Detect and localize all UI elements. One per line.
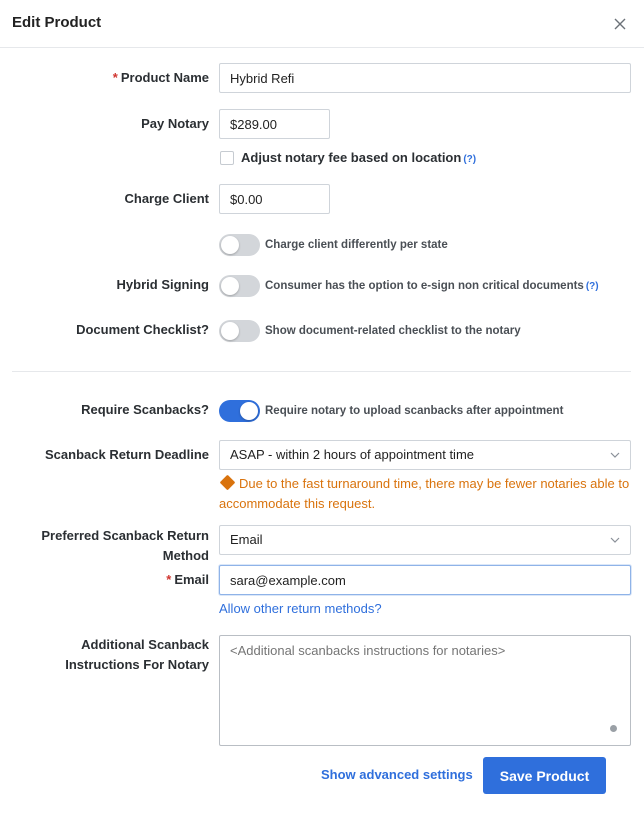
pay-notary-label: Pay Notary	[141, 116, 209, 131]
charge-per-state-text: Charge client differently per state	[265, 239, 448, 251]
save-product-button[interactable]: Save Product	[483, 757, 606, 794]
preferred-method-select[interactable]	[219, 525, 631, 555]
pay-notary-input[interactable]	[219, 109, 330, 139]
help-link[interactable]: (?)	[463, 154, 477, 165]
product-name-label: * Product Name	[112, 70, 209, 85]
hybrid-signing-toggle[interactable]	[219, 275, 260, 297]
charge-client-label: Charge Client	[124, 191, 209, 206]
charge-per-state-toggle[interactable]	[219, 234, 260, 256]
toggle-knob	[221, 277, 239, 295]
adjust-fee-checkbox[interactable]	[220, 151, 234, 165]
section-divider	[12, 371, 631, 372]
document-checklist-text: Show document-related checklist to the notary	[265, 325, 521, 337]
additional-instructions-label: Additional Scanback Instructions For Notary	[65, 637, 209, 672]
warning-diamond-icon	[220, 475, 236, 491]
show-advanced-settings-link[interactable]: Show advanced settings	[321, 767, 473, 782]
selected-value: Email	[230, 532, 263, 547]
product-name-input[interactable]	[219, 63, 631, 93]
selected-value: ASAP - within 2 hours of appointment time	[230, 447, 474, 462]
deadline-warning: Due to the fast turnaround time, there may be fewer notaries able to accommodate this request.	[219, 476, 630, 511]
scanback-deadline-label: Scanback Return Deadline	[45, 447, 209, 462]
require-scanbacks-toggle[interactable]	[219, 400, 260, 422]
email-label: * Email	[166, 572, 209, 587]
chevron-down-icon	[610, 535, 620, 545]
adjust-fee-label: Adjust notary fee based on location (?)	[241, 150, 477, 165]
toggle-knob	[221, 322, 239, 340]
toggle-knob	[240, 402, 258, 420]
email-input[interactable]	[219, 565, 631, 595]
resize-handle[interactable]	[610, 725, 617, 732]
hybrid-signing-text: Consumer has the option to e-sign non critical documents (?)	[265, 280, 599, 292]
chevron-down-icon	[610, 450, 620, 460]
help-link[interactable]: (?)	[585, 281, 599, 292]
require-scanbacks-text: Require notary to upload scanbacks after appointment	[265, 405, 564, 417]
required-mark: *	[166, 572, 172, 587]
required-mark: *	[112, 70, 118, 85]
document-checklist-toggle[interactable]	[219, 320, 260, 342]
additional-instructions-textarea[interactable]	[219, 635, 631, 746]
require-scanbacks-label: Require Scanbacks?	[81, 402, 209, 417]
allow-other-methods-link[interactable]: Allow other return methods?	[219, 601, 382, 616]
close-icon[interactable]	[611, 15, 629, 33]
modal-header	[0, 0, 644, 48]
preferred-method-label: Preferred Scanback Return Method	[41, 528, 209, 563]
charge-client-input[interactable]	[219, 184, 330, 214]
document-checklist-label: Document Checklist?	[76, 322, 209, 337]
hybrid-signing-label: Hybrid Signing	[116, 277, 209, 292]
modal-title: Edit Product	[12, 14, 102, 31]
scanback-deadline-select[interactable]	[219, 440, 631, 470]
toggle-knob	[221, 236, 239, 254]
